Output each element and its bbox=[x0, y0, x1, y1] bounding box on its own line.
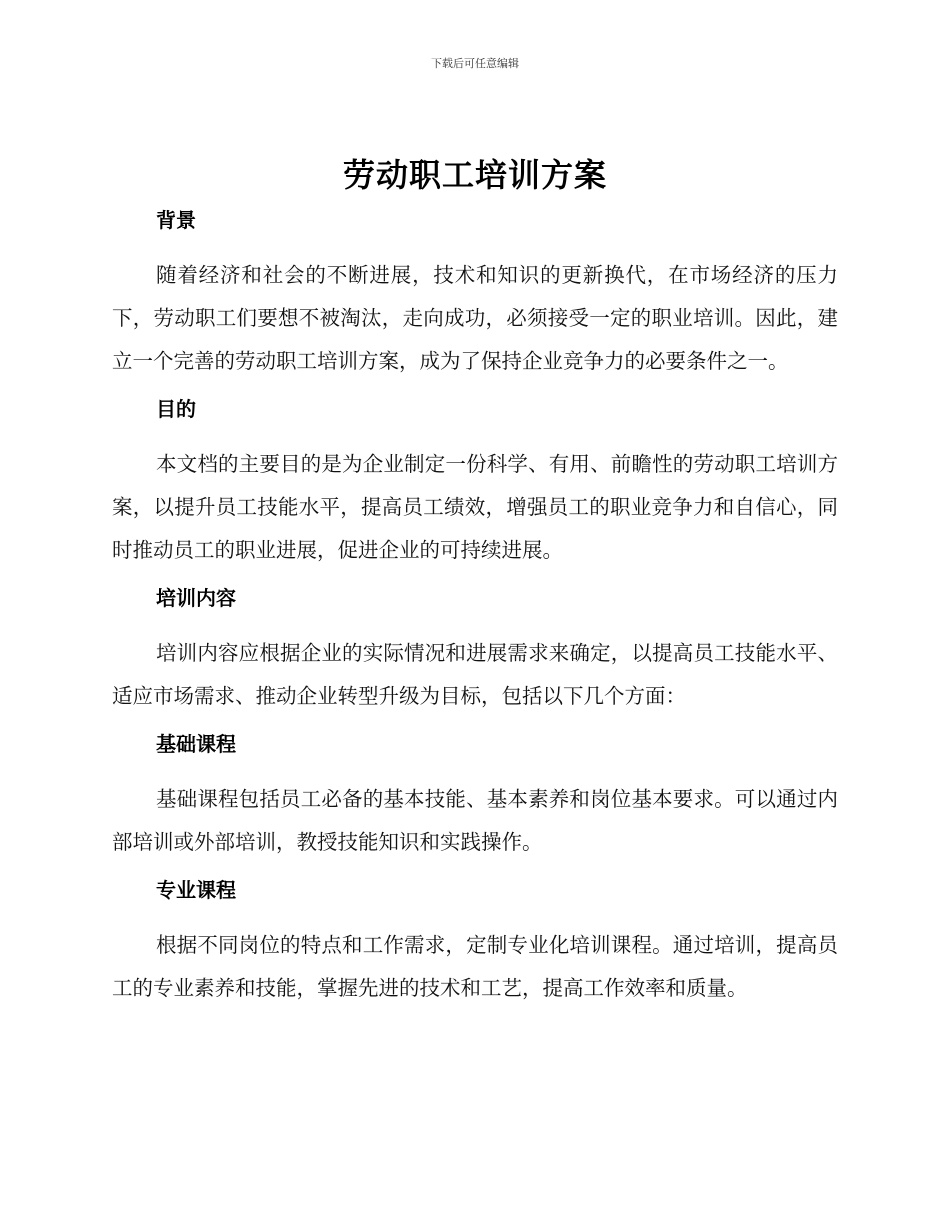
section-purpose bbox=[112, 393, 838, 572]
document-body bbox=[112, 204, 838, 1020]
section-paragraph: 基础课程包括员工必备的基本技能、基本素养和岗位基本要求。可以通过内部培训或外部培训，教授技能知识和实践操作。 bbox=[112, 787, 838, 854]
section-paragraph: 本文档的主要目的是为企业制定一份科学、有用、前瞻性的劳动职工培训方案，以提升员工技能水平，提高员工绩效，增强员工的职业竞争力和自信心，同时推动员工的职业进展，促进企业的可持续进展。 bbox=[112, 452, 838, 562]
section-heading: 培训内容 bbox=[156, 586, 236, 610]
section-heading: 背景 bbox=[156, 208, 196, 232]
section-heading: 目的 bbox=[156, 397, 196, 421]
section-training-content bbox=[112, 582, 838, 718]
section-paragraph: 随着经济和社会的不断进展，技术和知识的更新换代，在市场经济的压力下，劳动职工们要想不被淘汰，走向成功，必须接受一定的职业培训。因此，建立一个完善的劳动职工培训方案，成为了保持企业竞争力的必要条件之一。 bbox=[112, 263, 838, 373]
document-title: 劳动职工培训方案 bbox=[342, 156, 607, 194]
section-professional-courses bbox=[112, 874, 838, 1010]
section-heading: 基础课程 bbox=[156, 732, 236, 756]
section-background bbox=[112, 204, 838, 383]
section-paragraph: 培训内容应根据企业的实际情况和进展需求来确定，以提高员工技能水平、适应市场需求、推动企业转型升级为目标，包括以下几个方面： bbox=[112, 641, 838, 708]
header-note: 下载后可任意编辑 bbox=[431, 57, 519, 70]
section-paragraph: 根据不同岗位的特点和工作需求，定制专业化培训课程。通过培训，提高员工的专业素养和技能，掌握先进的技术和工艺，提高工作效率和质量。 bbox=[112, 933, 838, 1000]
section-basic-courses bbox=[112, 728, 838, 864]
section-heading: 专业课程 bbox=[156, 878, 236, 902]
